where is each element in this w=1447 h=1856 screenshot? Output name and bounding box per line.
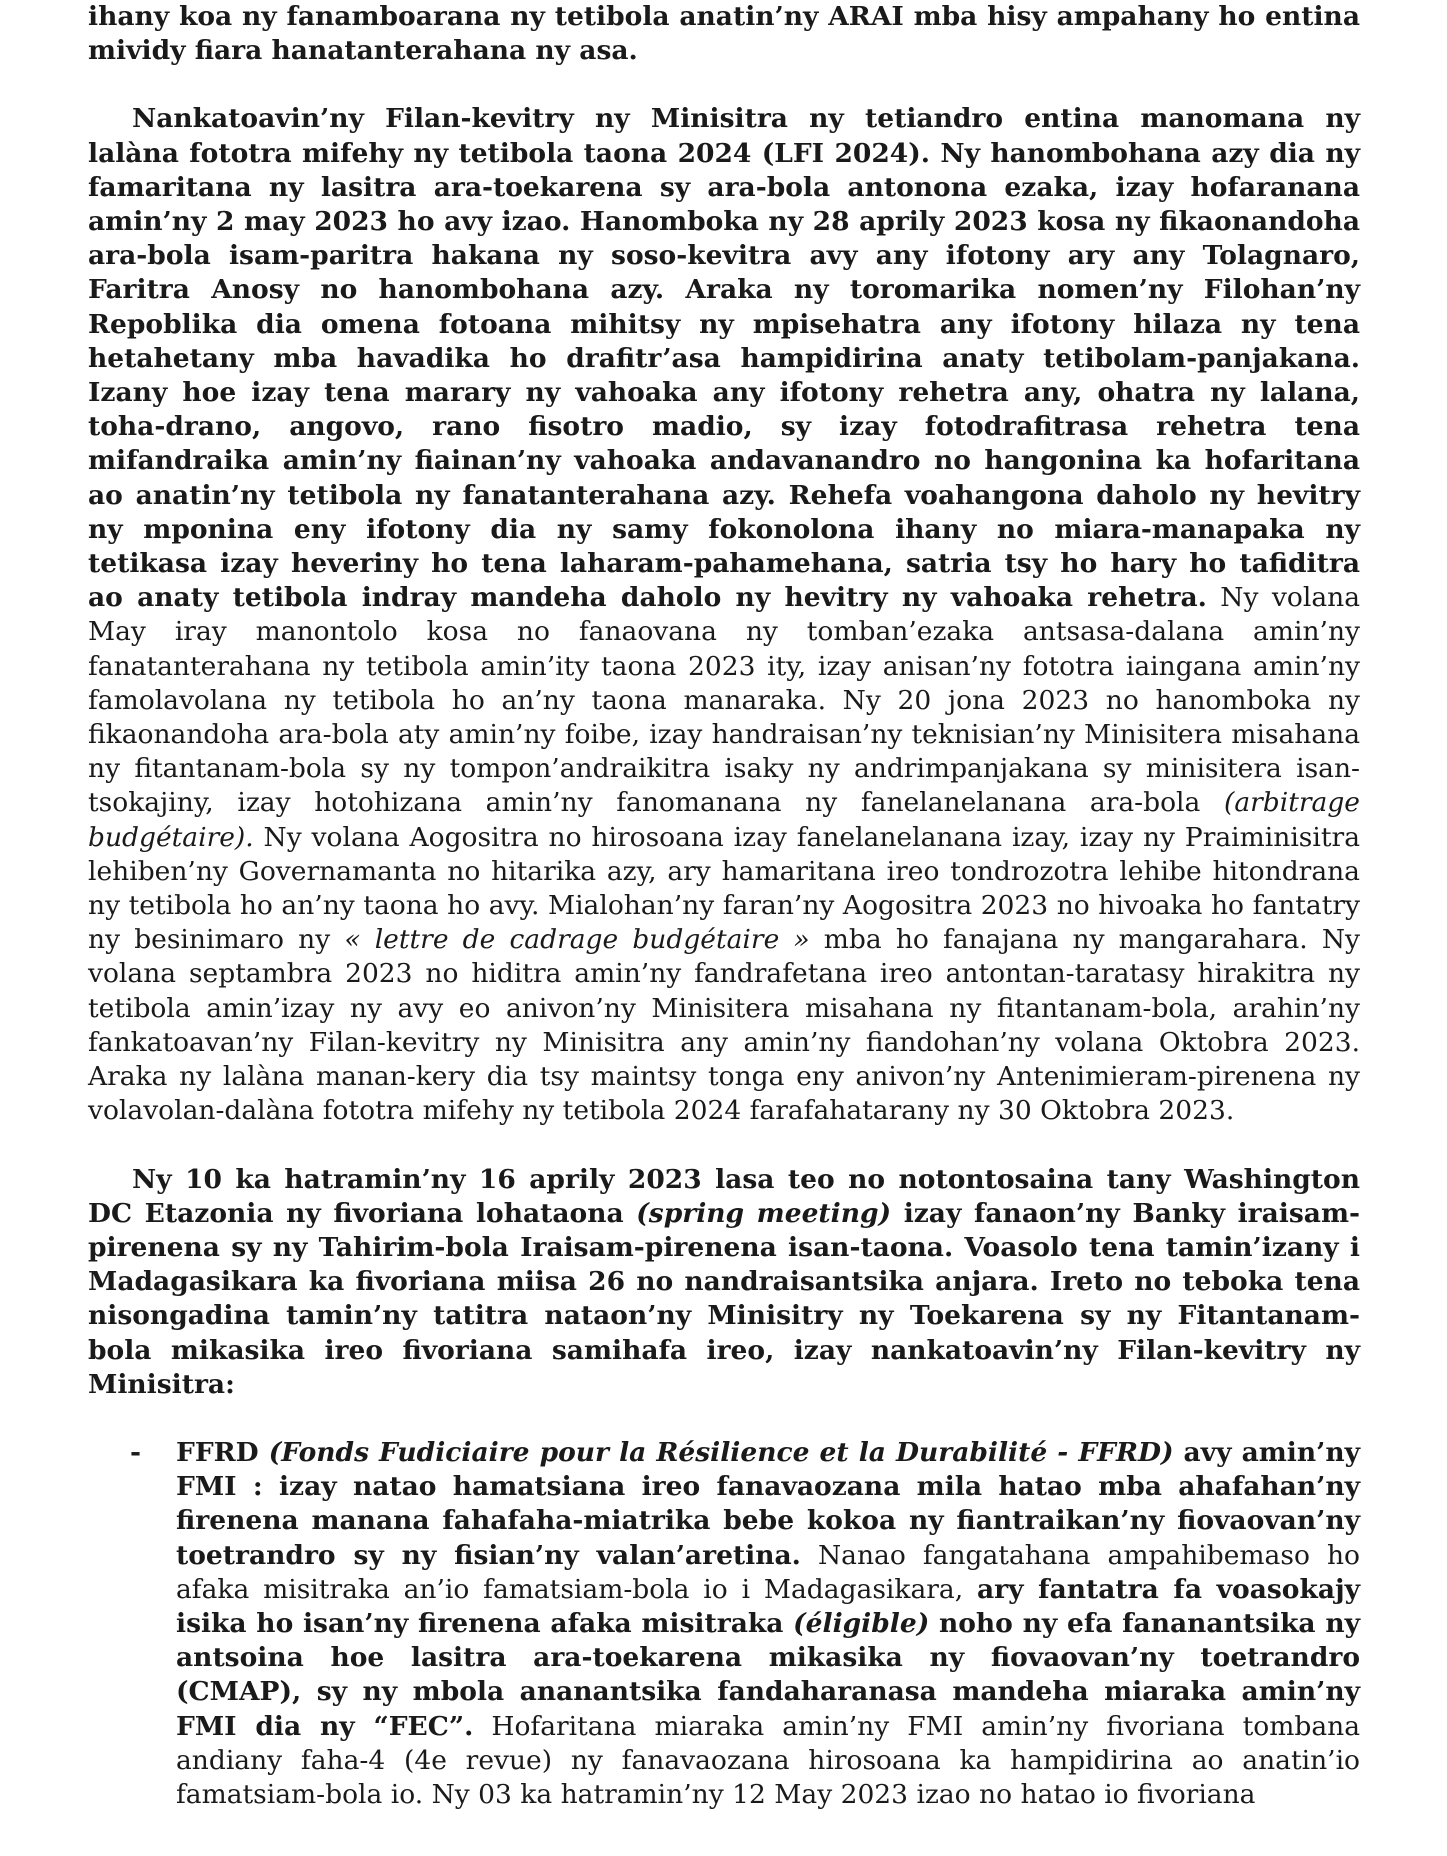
bold-text: Nankatoavin’ny Filan-kevitry ny Minisitra ny tetiandro entina manomana ny lalàna fototra mifehy ny tetibola taona 2024 (LFI 2024). Ny hanombohana azy dia ny famaritana ny lasitra ara-toekarena sy ara-bola antonona ezaka, izay hofaranana amin’ny 2 may 2023 ho avy izao. Hanomboka ny 28 aprily 2023 kosa ny fikaonandoha ara-bola isam-paritra hakana ny soso-kevitra avy any ifotony ary any Tolagnaro, Faritra Anosy no hanombohana azy. Araka ny toromarika nomen’ny Filohan’ny Repoblika dia omena fotoana mihitsy ny mpisehatra any ifotony hilaza ny tena hetahetany mba havadika ho drafitr’asa hampidirina anaty tetibolam-panjakana. Izany hoe izay tena marary ny vahoaka any ifotony rehetra any, ohatra ny lalana, toha-drano, angovo, rano fisotro madio, sy izay fotodrafitrasa rehetra tena mifandraika amin’ny fiainan’ny vahoaka andavanandro no hangonina ka hofaritana ao anatin’ny tetibola ny fanatanterahana azy. Rehefa voahangona daholo ny hevitry ny mponina eny ifotony dia ny samy fokonolona ihany no miara-manapaka ny tetikasa izay heveriny ho tena laharam-pahamehana, satria tsy ho hary ho tafiditra ao anaty tetibola indray mandeha daholo ny hevitry ny vahoaka rehetra. [88, 103, 1360, 614]
list-dash-marker: - [130, 1436, 141, 1468]
list-item-text [176, 1436, 1360, 1812]
list-item-ffrd [88, 1436, 1360, 1812]
bold-text: ihany koa ny fanamboarana ny tetibola anatin’ny ARAI mba hisy ampahany ho entina mividy fiara hanatanterahana ny asa. [88, 1, 1360, 67]
bold-italic-text: (spring meeting) [636, 1197, 892, 1229]
body-text: Ny volana Aogositra no hirosoana izay fanelanelanana izay, izay ny Praiminisitra lehiben’ny Governamanta no hitarika azy, ary hamaritana ireo tondrozotra lehibe hitondrana ny tetibola ho an’ny taona ho avy. Mialohan’ny faran’ny Aogositra 2023 no hivoaka ho fantatry ny besinimaro ny [88, 821, 1360, 956]
bold-text: FFRD [176, 1436, 269, 1468]
bold-text: ary fantatra fa voasokajy isika ho isan’ny firenena afaka misitraka [176, 1573, 1360, 1639]
paragraph-lfi-2024-calendar [88, 102, 1360, 1128]
italic-text: « lettre de cadrage budgétaire » [344, 924, 810, 956]
paragraph-gap [88, 68, 1360, 102]
paragraph-arai-vehicles [88, 0, 1360, 68]
document-page [88, 0, 1360, 1812]
bold-text: noho ny efa fananantsika ny antsoina hoe lasitra ara-toekarena mikasika ny fiovaovan’ny toetrandro (CMAP), sy ny mbola ananantsika fandaharanasa mandeha miaraka amin’ny FMI dia ny “FEC”. [176, 1607, 1360, 1742]
bold-italic-text: (Fonds Fudiciaire pour la Résilience et la Durabilité - FFRD) [268, 1436, 1174, 1468]
italic-text: (arbitrage budgétaire). [88, 787, 1360, 853]
body-text: mba ho fanajana ny mangarahara. Ny volana septambra 2023 no hiditra amin’ny fandrafetana ireo antontan-taratasy hirakitra ny tetibola amin’izay ny avy eo anivon’ny Minisitera misahana ny fitantanam-bola, arahin’ny fankatoavan’ny Filan-kevitry ny Minisitra any amin’ny fiandohan’ny volana Oktobra 2023. Araka ny lalàna manan-kery dia tsy maintsy tonga eny anivon’ny Antenimieram-pirenena ny volavolan-dalàna fototra mifehy ny tetibola 2024 farafahatarany ny 30 Oktobra 2023. [88, 924, 1360, 1127]
bold-text: Ny 10 ka hatramin’ny 16 aprily 2023 lasa teo no notontosaina tany Washington DC Etazonia ny fivoriana lohataona [88, 1163, 1360, 1229]
paragraph-spring-meeting [88, 1163, 1360, 1402]
bold-text: izay fanaon’ny Banky iraisam-pirenena sy ny Tahirim-bola Iraisam-pirenena isan-taona. Voasolo tena tamin’izany i Madagasikara ka fivoriana miisa 26 no nandraisantsika anjara. Ireto no teboka tena nisongadina tamin’ny tatitra nataon’ny Minisitry ny Toekarena sy ny Fitantanam-bola mikasika ireo fivoriana samihafa ireo, izay nankatoavin’ny Filan-kevitry ny Minisitra: [88, 1197, 1361, 1400]
bold-italic-text: (éligible) [793, 1607, 930, 1639]
body-text: Nanao fangatahana ampahibemaso ho afaka misitraka an’io famatsiam-bola io i Madagasikara, [176, 1539, 1360, 1605]
body-text: Ny volana May iray manontolo kosa no fanaovana ny tomban’ezaka antsasa-dalana amin’ny fanatanterahana ny tetibola amin’ity taona 2023 ity, izay anisan’ny fototra iaingana amin’ny famolavolana ny tetibola ho an’ny taona manaraka. Ny 20 jona 2023 no hanomboka ny fikaonandoha ara-bola aty amin’ny foibe, izay handraisan’ny teknisian’ny Minisitera misahana ny fitantanam-bola sy ny tompon’andraikitra isaky ny andrimpanjakana sy minisitera isan-tsokajiny, izay hotohizana amin’ny fanomanana ny fanelanelanana ara-bola [88, 582, 1360, 819]
body-text: Hofaritana miaraka amin’ny FMI amin’ny fivoriana tombana andiany faha-4 (4e revue) ny fanavaozana hirosoana ka hampidirina ao anatin’io famatsiam-bola io. Ny 03 ka hatramin’ny 12 May 2023 izao no hatao io fivoriana [176, 1710, 1360, 1810]
bold-text: avy amin’ny FMI : izay natao hamatsiana ireo fanavaozana mila hatao mba ahafahan’ny firenena manana fahafaha-miatrika bebe kokoa ny fiantraikan’ny fiovaovan’ny toetrandro sy ny fisian’ny valan’aretina. [176, 1436, 1361, 1571]
paragraph-gap [88, 1129, 1360, 1163]
